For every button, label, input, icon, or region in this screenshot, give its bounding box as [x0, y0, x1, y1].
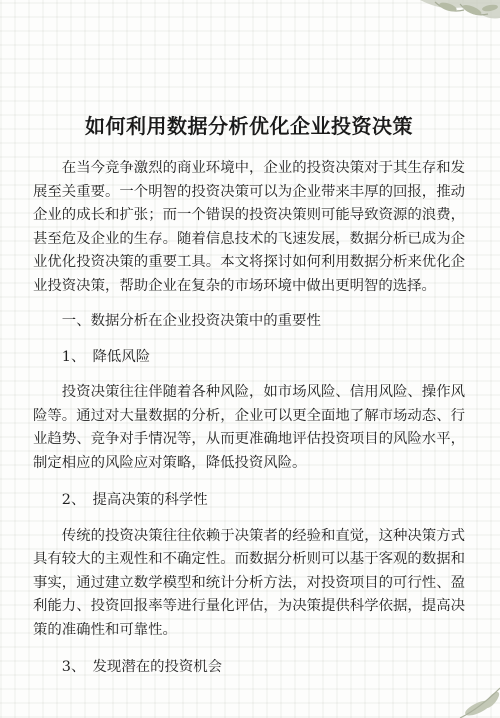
document-title: 如何利用数据分析优化企业投资决策	[85, 114, 413, 138]
leaf-decoration-top	[360, 0, 500, 60]
subsection-1-paragraph: 投资决策往往伴随着各种风险，如市场风险、信用风险、操作风险等。通过对大量数据的分析，企业可以更全面地了解市场动态、行业趋势、竞争对手情况等，从而更准确地评估投资项目的风险水平，制定相应的风险应对策略，降低投资风险。	[33, 384, 465, 471]
leaf-decoration-bottom	[420, 678, 500, 718]
document-body	[33, 112, 465, 680]
subsection-2-paragraph: 传统的投资决策往往依赖于决策者的经验和直觉，这种决策方式具有较大的主观性和不确定性。而数据分析则可以基于客观的数据和事实，通过建立数学模型和统计分析方法，对投资项目的可行性、盈利能力、投资回报率等进行量化评估，为决策提供科学依据，提高决策的准确性和可靠性。	[33, 527, 465, 638]
subsection-3-heading: 3、 发现潜在的投资机会	[61, 659, 223, 675]
section-1-heading: 一、数据分析在企业投资决策中的重要性	[61, 313, 321, 329]
intro-paragraph: 在当今竞争激烈的商业环境中，企业的投资决策对于其生存和发展至关重要。一个明智的投资决策可以为企业带来丰厚的回报，推动企业的成长和扩张；而一个错误的投资决策则可能导致资源的浪费，甚至危及企业的生存。随着信息技术的飞速发展，数据分析已成为企业优化投资决策的重要工具。本文将探讨如何利用数据分析来优化企业投资决策，帮助企业在复杂的市场环境中做出更明智的选择。	[33, 160, 465, 294]
subsection-2-heading: 2、 提高决策的科学性	[61, 492, 208, 508]
subsection-1-heading: 1、 降低风险	[61, 348, 151, 365]
